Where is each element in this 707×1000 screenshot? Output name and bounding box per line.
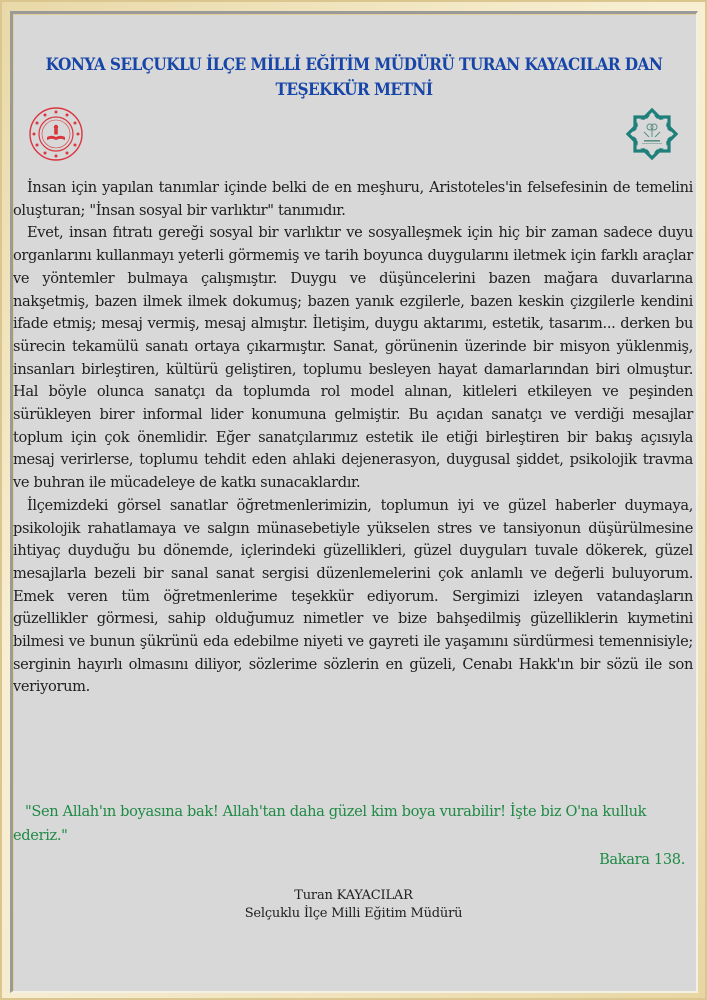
quote-block xyxy=(13,800,693,872)
quote-text: "Sen Allah'ın boyasına bak! Allah'tan daha güzel kim boya vurabilir! İşte biz O'na kulluk ederiz." xyxy=(13,803,647,844)
paragraph-intro: İnsan için yapılan tanımlar içinde belki de en meşhuru, Aristoteles'in felsefesinin de temelini oluşturan; "İnsan sosyal bir varlıktır" tanımıdır. xyxy=(13,179,693,219)
document-title: KONYA SELÇUKLU İLÇE MİLLİ EĞİTİM MÜDÜRÜ TURAN KAYACILAR DAN TEŞEKKÜR METNİ xyxy=(45,55,663,99)
meb-emblem-icon xyxy=(28,106,84,162)
signature-position: Selçuklu İlçe Milli Eğitim Müdürü xyxy=(244,906,463,921)
selcuklu-star-emblem-icon xyxy=(622,104,682,164)
paragraph-art-and-society: Evet, insan fıtratı gereği sosyal bir varlıktır ve sosyalleşmek için hiç bir zaman sadece duyu organlarını kullanmayı yeterli görmemiş ve tarih boyunca duygularını iletmek için farklı araçlar ve yöntemler bulmaya çalışmıştır. Duygu ve düşüncelerini bazen mağara duvarlarına nakşetmiş, bazen ilmek ilmek dokumuş; bazen yanık ezgilerle, bazen keskin çizgilerle kendini ifade etmiş; mesaj vermiş, mesaj almıştır. İletişim, duygu aktarımı, estetik, tasarım... derken bu sürecin tekamülü sanatı ortaya çıkarmıştır. Sanat, görünenin üzerinde bir misyon yüklenmiş, insanları birleştiren, kültürü geliştiren, toplumu besleyen hayat damarlarından biri olmuştur. Hal böyle olunca sanatçı da toplumda rol model alınan, kitleleri etkileyen ve peşinden sürükleyen birer informal lider konumuna gelmiştir. Bu açıdan sanatçı ve verdiği mesajlar toplum için çok önemlidir. Eğer sanatçılarımız estetik ile etiği birleştiren bir bakış açısıyla mesaj verirlerse, toplumu tehdit eden ahlaki dejenerasyon, duygusal şiddet, psikolojik travma ve buhran ile mücadeleye de katkı sunacaklardır. xyxy=(13,224,693,492)
signature-block xyxy=(0,887,707,923)
paragraph-thanks: İlçemizdeki görsel sanatlar öğretmenlerimizin, toplumun iyi ve güzel haberler duymaya, psikolojik rahatlamaya ve salgın münasebetiyle yükselen stres ve tansiyonun düşürülmesine ihtiyaç duyduğu bu dönemde, içlerindeki güzellikleri, güzel duyguları tuvale dökerek, güzel mesajlarla bezeli bir sanal sanat sergisi düzenlemelerini çok anlamlı ve değerli buluyorum. Emek veren tüm öğretmenlerime teşekkür ediyorum. Sergimizi izleyen vatandaşların güzellikler görmesi, sahip olduğumuz nimetler ve bize bahşedilmiş güzelliklerin kıymetini bilmesi ve bunun şükrünü eda edebilme niyeti ve gayreti ile yaşamını sürdürmesi temennisiyle; serginin hayırlı olmasını diliyor, sözlerime sözlerin en güzeli, Cenabı Hakk'ın bir sözü ile son veriyorum. xyxy=(13,496,693,696)
signature-name: Turan KAYACILAR xyxy=(294,888,413,903)
letter-body xyxy=(13,177,693,699)
quote-source: Bakara 138. xyxy=(599,851,685,868)
